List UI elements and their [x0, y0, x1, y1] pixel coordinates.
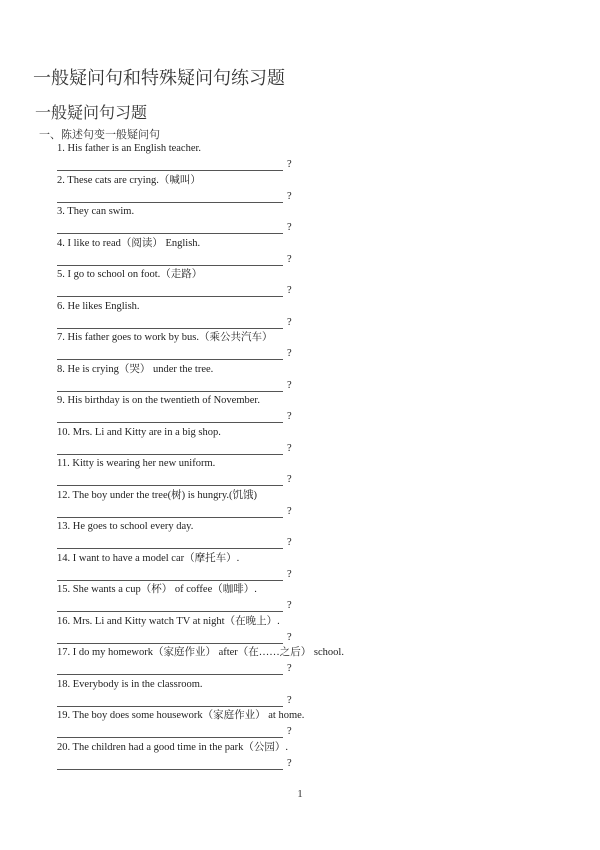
question-mark: ?	[287, 537, 292, 548]
question-mark: ?	[287, 348, 292, 359]
answer-line[interactable]	[57, 485, 283, 486]
question-text: 2. These cats are crying.（喊叫）	[57, 174, 201, 186]
question-mark: ?	[287, 411, 292, 422]
question-mark: ?	[287, 631, 292, 643]
question-item	[0, 142, 600, 174]
question-item	[0, 268, 600, 300]
question-item	[0, 331, 600, 363]
answer-line[interactable]	[57, 359, 283, 360]
question-mark: ?	[287, 316, 292, 328]
question-text: 11. Kitty is wearing her new uniform.	[57, 458, 216, 469]
answer-line[interactable]	[57, 674, 283, 675]
question-mark: ?	[287, 442, 292, 454]
question-item	[0, 300, 600, 332]
question-text: 7. His father goes to work by bus.（乘公共汽车）	[57, 332, 273, 343]
question-text: 10. Mrs. Li and Kitty are in a big shop.	[57, 426, 221, 438]
subsection-heading: 一、陈述句变一般疑问句	[39, 128, 160, 141]
answer-line[interactable]	[57, 517, 283, 518]
question-list	[0, 142, 600, 772]
question-text: 16. Mrs. Li and Kitty watch TV at night（在晚上）.	[57, 615, 280, 627]
answer-line[interactable]	[57, 265, 283, 266]
question-item	[0, 583, 600, 615]
question-text: 20. The children had a good time in the park（公园）.	[57, 741, 289, 753]
question-text: 1. His father is an English teacher.	[57, 143, 202, 154]
question-text: 15. She wants a cup（杯） of coffee（咖啡）.	[57, 584, 257, 595]
question-mark: ?	[287, 568, 292, 580]
answer-line[interactable]	[57, 202, 283, 203]
question-mark: ?	[287, 222, 292, 233]
question-text: 5. I go to school on foot.（走路）	[57, 269, 203, 280]
page-number: 1	[297, 788, 303, 800]
question-mark: ?	[287, 600, 292, 611]
question-mark: ?	[287, 379, 292, 391]
question-item	[0, 237, 600, 269]
answer-line[interactable]	[57, 580, 283, 581]
answer-line[interactable]	[57, 548, 283, 549]
question-mark: ?	[287, 253, 292, 265]
document-title: 一般疑问句和特殊疑问句练习题	[33, 68, 285, 89]
question-mark: ?	[287, 159, 292, 170]
question-text: 14. I want to have a model car（摩托车）.	[57, 552, 240, 564]
answer-line[interactable]	[57, 611, 283, 612]
answer-line[interactable]	[57, 233, 283, 234]
question-text: 13. He goes to school every day.	[57, 521, 194, 532]
question-item	[0, 394, 600, 426]
question-item	[0, 457, 600, 489]
question-item	[0, 363, 600, 395]
answer-line[interactable]	[57, 328, 283, 329]
answer-line[interactable]	[57, 706, 283, 707]
question-item	[0, 709, 600, 741]
question-text: 18. Everybody is in the classroom.	[57, 678, 203, 690]
question-text: 9. His birthday is on the twentieth of November.	[57, 395, 260, 406]
question-mark: ?	[287, 694, 292, 706]
question-text: 17. I do my homework（家庭作业） after（在……之后） school.	[57, 647, 344, 658]
question-mark: ?	[287, 474, 292, 485]
question-text: 4. I like to read（阅读） English.	[57, 237, 201, 249]
question-text: 19. The boy does some housework（家庭作业） at home.	[57, 710, 305, 721]
question-item	[0, 205, 600, 237]
question-mark: ?	[287, 505, 292, 517]
question-item	[0, 741, 600, 773]
question-item	[0, 678, 600, 710]
question-item	[0, 489, 600, 521]
answer-line[interactable]	[57, 391, 283, 392]
question-item	[0, 552, 600, 584]
answer-line[interactable]	[57, 643, 283, 644]
question-text: 6. He likes English.	[57, 300, 140, 312]
answer-line[interactable]	[57, 422, 283, 423]
question-mark: ?	[287, 190, 292, 202]
question-text: 12. The boy under the tree(树) is hungry.(饥饿)	[57, 489, 258, 501]
answer-line[interactable]	[57, 296, 283, 297]
question-text: 8. He is crying（哭） under the tree.	[57, 363, 214, 375]
question-mark: ?	[287, 663, 292, 674]
answer-line[interactable]	[57, 769, 283, 770]
answer-line[interactable]	[57, 170, 283, 171]
section-title: 一般疑问句习题	[35, 103, 148, 122]
answer-line[interactable]	[57, 454, 283, 455]
question-item	[0, 615, 600, 647]
question-item	[0, 520, 600, 552]
question-item	[0, 426, 600, 458]
question-mark: ?	[287, 285, 292, 296]
answer-line[interactable]	[57, 737, 283, 738]
question-mark: ?	[287, 726, 292, 737]
question-mark: ?	[287, 757, 292, 769]
question-item	[0, 646, 600, 678]
question-item	[0, 174, 600, 206]
question-text: 3. They can swim.	[57, 206, 135, 217]
